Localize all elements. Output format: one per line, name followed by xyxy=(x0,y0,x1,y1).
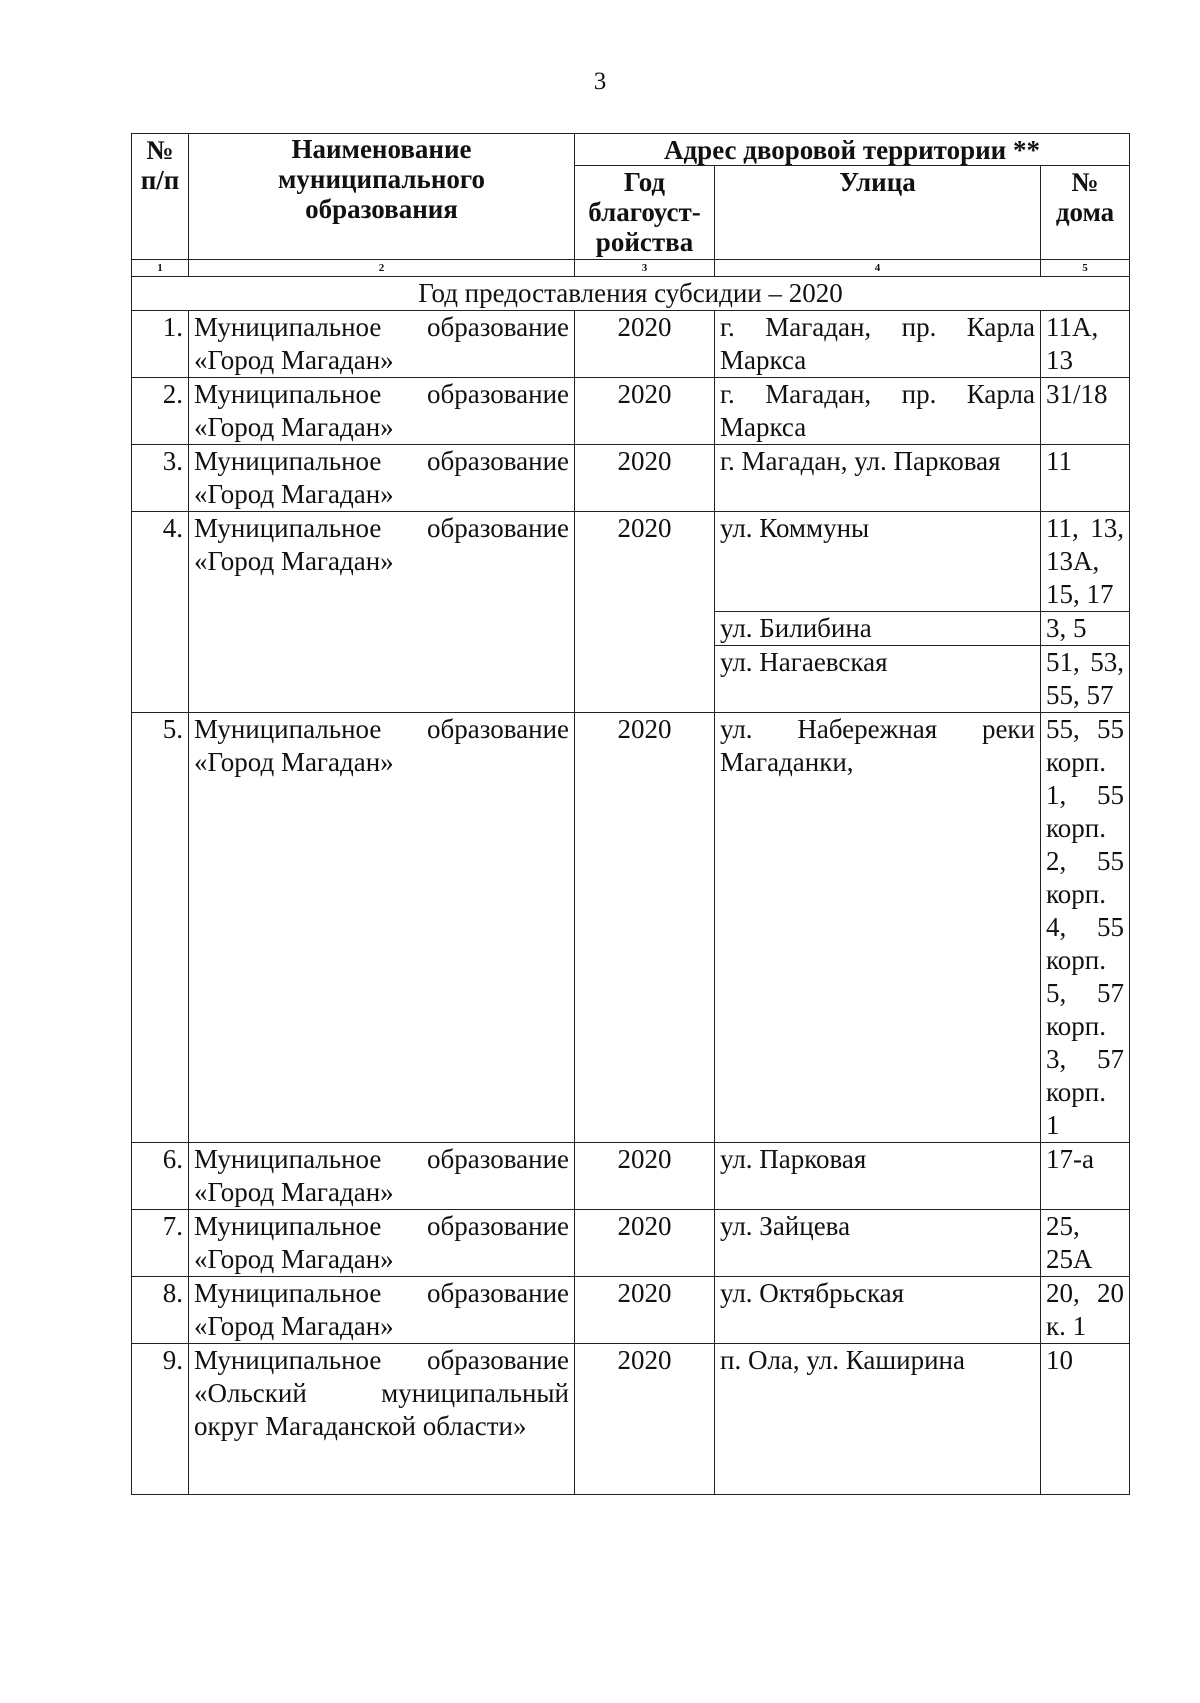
header-street: Улица xyxy=(715,166,1041,260)
house-number: 51, 53, 55, 57 xyxy=(1041,646,1130,713)
table-row xyxy=(132,1143,1130,1210)
street-name: ул. Коммуны xyxy=(715,512,1041,612)
house-number: 17-а xyxy=(1041,1143,1130,1210)
table-row xyxy=(132,1210,1130,1277)
house-number: 11А, 13 xyxy=(1041,311,1130,378)
row-number: 4. xyxy=(132,512,189,713)
row-number: 8. xyxy=(132,1277,189,1344)
improvement-year: 2020 xyxy=(575,1210,715,1277)
improvement-year: 2020 xyxy=(575,713,715,1143)
table-row xyxy=(132,378,1130,445)
improvement-year: 2020 xyxy=(575,1143,715,1210)
table-row xyxy=(132,1277,1130,1344)
column-number: 4 xyxy=(715,260,1041,277)
street-name: ул. Билибина xyxy=(715,612,1041,646)
header-row-1 xyxy=(132,134,1130,166)
section-row xyxy=(132,277,1130,311)
street-name: ул. Парковая xyxy=(715,1143,1041,1210)
table-row xyxy=(132,445,1130,512)
row-number: 9. xyxy=(132,1344,189,1495)
improvement-year: 2020 xyxy=(575,1344,715,1495)
street-name: ул. Набережная реки Магаданки, xyxy=(715,713,1041,1143)
municipality-name: Муниципальное образование «Город Магадан» xyxy=(189,311,575,378)
municipality-name: Муниципальное образование «Ольский муниципальный округ Магаданской области» xyxy=(189,1344,575,1495)
street-name: г. Магадан, пр. Карла Маркса xyxy=(715,378,1041,445)
house-number: 11, 13, 13А, 15, 17 xyxy=(1041,512,1130,612)
improvement-year: 2020 xyxy=(575,311,715,378)
municipality-name: Муниципальное образование «Город Магадан» xyxy=(189,1143,575,1210)
house-number: 11 xyxy=(1041,445,1130,512)
page-number: 3 xyxy=(593,68,607,95)
table-row xyxy=(132,713,1130,1143)
row-number: 5. xyxy=(132,713,189,1143)
street-name: ул. Зайцева xyxy=(715,1210,1041,1277)
house-number: 31/18 xyxy=(1041,378,1130,445)
street-name: ул. Нагаевская xyxy=(715,646,1041,713)
municipality-name: Муниципальное образование «Город Магадан» xyxy=(189,378,575,445)
house-number: 55, 55 корп. 1, 55 корп. 2, 55 корп. 4, 55 корп. 5, 57 корп. 3, 57 корп. 1 xyxy=(1041,713,1130,1143)
table-row xyxy=(132,512,1130,612)
improvement-year: 2020 xyxy=(575,1277,715,1344)
column-number: 1 xyxy=(132,260,189,277)
municipality-name: Муниципальное образование «Город Магадан» xyxy=(189,512,575,713)
house-number: 20, 20 к. 1 xyxy=(1041,1277,1130,1344)
municipality-name: Муниципальное образование «Город Магадан» xyxy=(189,445,575,512)
street-name: п. Ола, ул. Каширина xyxy=(715,1344,1041,1495)
row-number: 7. xyxy=(132,1210,189,1277)
house-number: 25, 25А xyxy=(1041,1210,1130,1277)
street-name: г. Магадан, пр. Карла Маркса xyxy=(715,311,1041,378)
column-number: 5 xyxy=(1041,260,1130,277)
municipality-name: Муниципальное образование «Город Магадан» xyxy=(189,1210,575,1277)
improvement-year: 2020 xyxy=(575,445,715,512)
column-number: 2 xyxy=(189,260,575,277)
header-num: № п/п xyxy=(132,134,189,260)
municipality-name: Муниципальное образование «Город Магадан» xyxy=(189,1277,575,1344)
row-number: 6. xyxy=(132,1143,189,1210)
header-address: Адрес дворовой территории ** xyxy=(575,134,1130,166)
table-row xyxy=(132,1344,1130,1495)
row-number: 1. xyxy=(132,311,189,378)
house-number: 3, 5 xyxy=(1041,612,1130,646)
street-name: ул. Октябрьская xyxy=(715,1277,1041,1344)
table-row xyxy=(132,311,1130,378)
column-number: 3 xyxy=(575,260,715,277)
house-number: 10 xyxy=(1041,1344,1130,1495)
header-house: № дома xyxy=(1041,166,1130,260)
address-table xyxy=(131,133,1130,1495)
municipality-name: Муниципальное образование «Город Магадан» xyxy=(189,713,575,1143)
street-name: г. Магадан, ул. Парковая xyxy=(715,445,1041,512)
header-year: Год благоуст-ройства xyxy=(575,166,715,260)
row-number: 3. xyxy=(132,445,189,512)
row-number: 2. xyxy=(132,378,189,445)
improvement-year: 2020 xyxy=(575,378,715,445)
improvement-year: 2020 xyxy=(575,512,715,713)
header-name: Наименование муниципального образования xyxy=(189,134,575,260)
section-title: Год предоставления субсидии – 2020 xyxy=(132,277,1130,311)
column-numbers-row xyxy=(132,260,1130,277)
